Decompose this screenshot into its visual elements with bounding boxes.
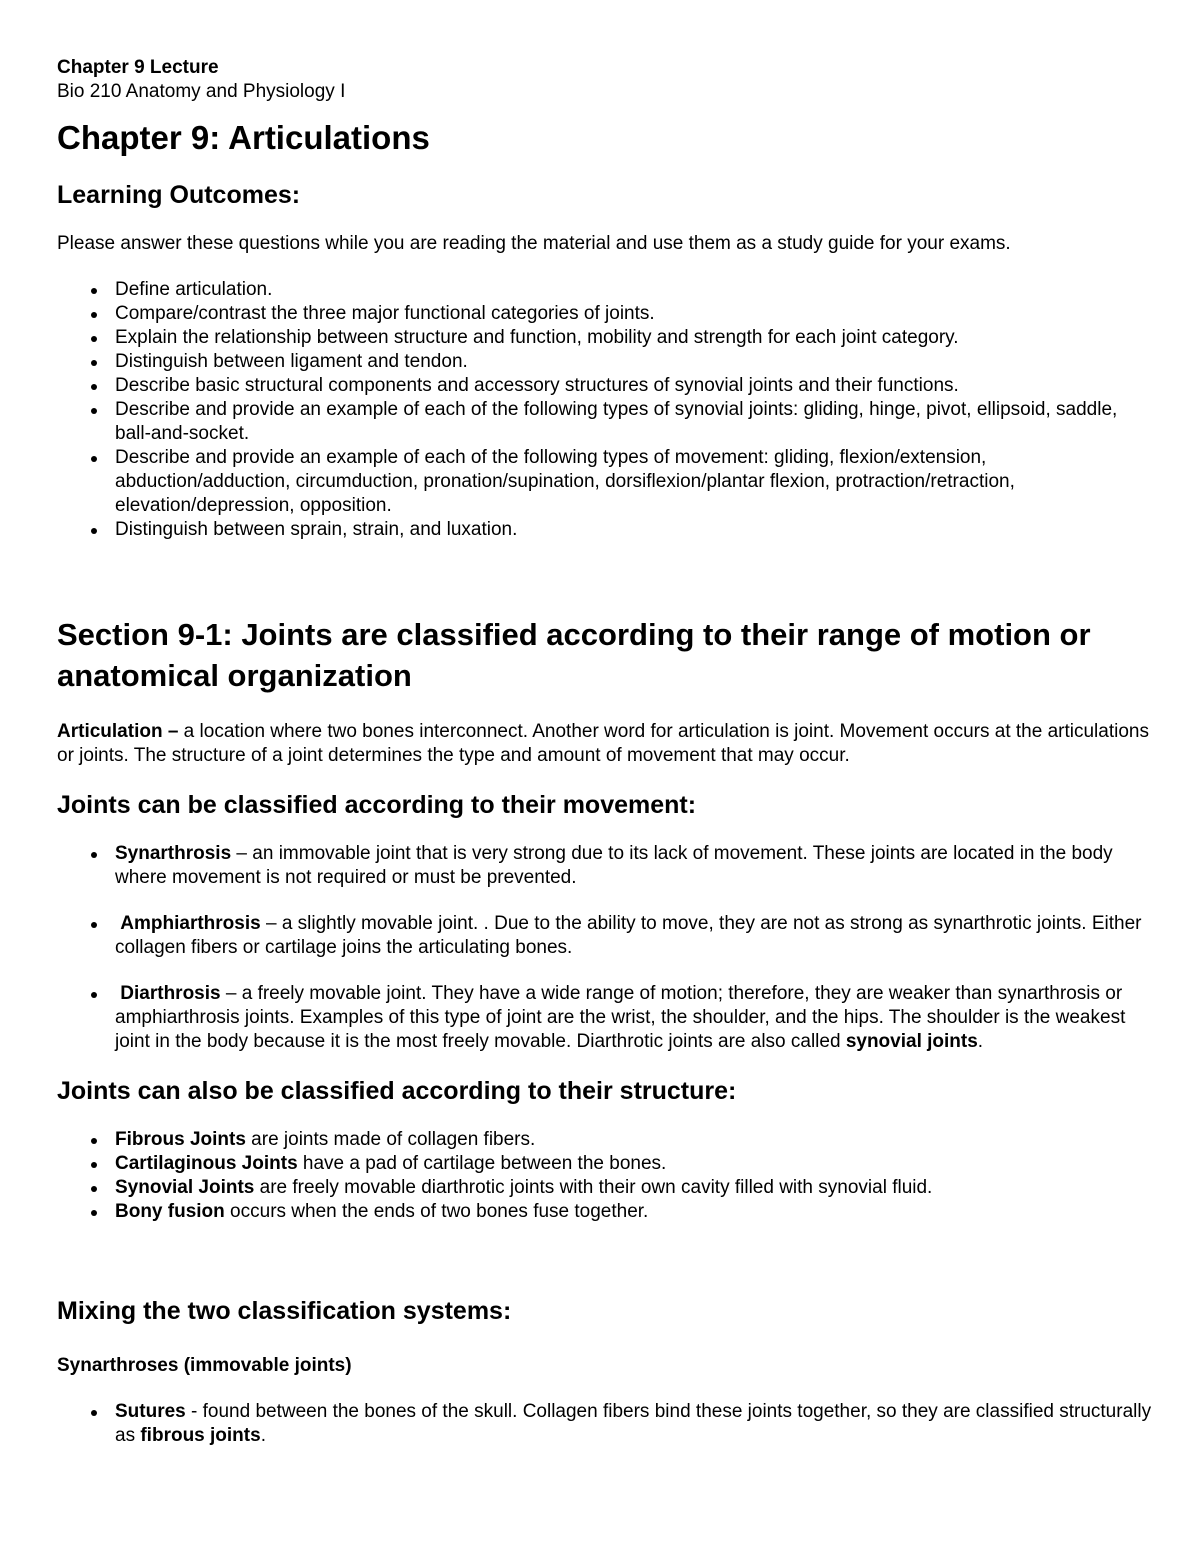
list-item: Distinguish between ligament and tendon. bbox=[115, 350, 1157, 374]
joint-term: Sutures bbox=[115, 1401, 186, 1422]
list-item: Compare/contrast the three major functional categories of joints. bbox=[115, 302, 1157, 326]
joint-term: Synarthrosis bbox=[115, 843, 232, 864]
list-item: Describe and provide an example of each of the following types of movement: gliding, flexion/extension, abduction/adduction, circumduction, pronation/supination, dorsiflexion/plantar flexion, protraction/retraction, elevation/depression, opposition. bbox=[115, 446, 1157, 518]
list-item: Amphiarthrosis – a slightly movable joint. . Due to the ability to move, they are not as strong as synarthrotic joints. Either collagen fibers or cartilage joins the articulating bones. bbox=[115, 912, 1157, 960]
list-item: Synarthrosis – an immovable joint that is very strong due to its lack of movement. These joints are located in the body where movement is not required or must be prevented. bbox=[115, 842, 1157, 890]
list-item: Fibrous Joints are joints made of collagen fibers. bbox=[115, 1128, 1157, 1152]
mixing-heading: Mixing the two classification systems: bbox=[57, 1297, 512, 1325]
learning-outcomes-intro: Please answer these questions while you are reading the material and use them as a study guide for your exams. bbox=[57, 233, 1011, 254]
synarthroses-list bbox=[57, 1400, 1157, 1448]
joint-term: Synovial Joints bbox=[115, 1177, 255, 1198]
list-item: Define articulation. bbox=[115, 278, 1157, 302]
joint-term: Bony fusion bbox=[115, 1201, 225, 1222]
movement-list bbox=[57, 842, 1157, 1054]
list-item: Bony fusion occurs when the ends of two bones fuse together. bbox=[115, 1200, 1157, 1224]
definition-term: Articulation – bbox=[57, 721, 179, 742]
synarthroses-heading: Synarthroses (immovable joints) bbox=[57, 1355, 352, 1376]
course-name: Bio 210 Anatomy and Physiology I bbox=[57, 81, 346, 102]
list-item: Synovial Joints are freely movable diarthrotic joints with their own cavity filled with synovial fluid. bbox=[115, 1176, 1157, 1200]
list-item: Distinguish between sprain, strain, and luxation. bbox=[115, 518, 1157, 542]
list-item: Explain the relationship between structure and function, mobility and strength for each joint category. bbox=[115, 326, 1157, 350]
joint-term: Diarthrosis bbox=[120, 983, 221, 1004]
list-item: Describe and provide an example of each of the following types of synovial joints: gliding, hinge, pivot, ellipsoid, saddle, ball-and-socket. bbox=[115, 398, 1157, 446]
learning-outcomes-heading: Learning Outcomes: bbox=[57, 181, 301, 209]
list-item: Diarthrosis – a freely movable joint. They have a wide range of motion; therefore, they are weaker than synarthrosis or amphiarthrosis joints. Examples of this type of joint are the wrist, the shoulder, and the hips. The shoulder is the weakest joint in the body because it is the most freely movable. Diarthrotic joints are also called synovial joints. bbox=[115, 982, 1157, 1054]
list-item: Cartilaginous Joints have a pad of cartilage between the bones. bbox=[115, 1152, 1157, 1176]
structure-list bbox=[57, 1128, 1157, 1224]
lecture-title: Chapter 9 Lecture bbox=[57, 57, 219, 78]
joint-term: Fibrous Joints bbox=[115, 1129, 246, 1150]
learning-outcomes-list bbox=[57, 278, 1157, 542]
movement-heading: Joints can be classified according to their movement: bbox=[57, 791, 697, 819]
articulation-definition bbox=[57, 720, 1157, 768]
joint-term: fibrous joints bbox=[140, 1425, 261, 1446]
joint-term: Amphiarthrosis bbox=[120, 913, 261, 934]
structure-heading: Joints can also be classified according to their structure: bbox=[57, 1077, 737, 1105]
joint-term: synovial joints bbox=[845, 1031, 978, 1052]
list-item: Sutures - found between the bones of the skull. Collagen fibers bind these joints together, so they are classified structurally as fibrous joints. bbox=[115, 1400, 1157, 1448]
joint-term: Cartilaginous Joints bbox=[115, 1153, 298, 1174]
document-page bbox=[57, 56, 1157, 1448]
chapter-title: Chapter 9: Articulations bbox=[57, 119, 430, 156]
section-title: Section 9-1: Joints are classified according to their range of motion or anatomical organization bbox=[57, 617, 1091, 693]
definition-text: a location where two bones interconnect. Another word for articulation is joint. Movement occurs at the articulations or joints. The structure of a joint determines the type and amount of movement that may occur. bbox=[57, 721, 1149, 766]
list-item: Describe basic structural components and accessory structures of synovial joints and their functions. bbox=[115, 374, 1157, 398]
